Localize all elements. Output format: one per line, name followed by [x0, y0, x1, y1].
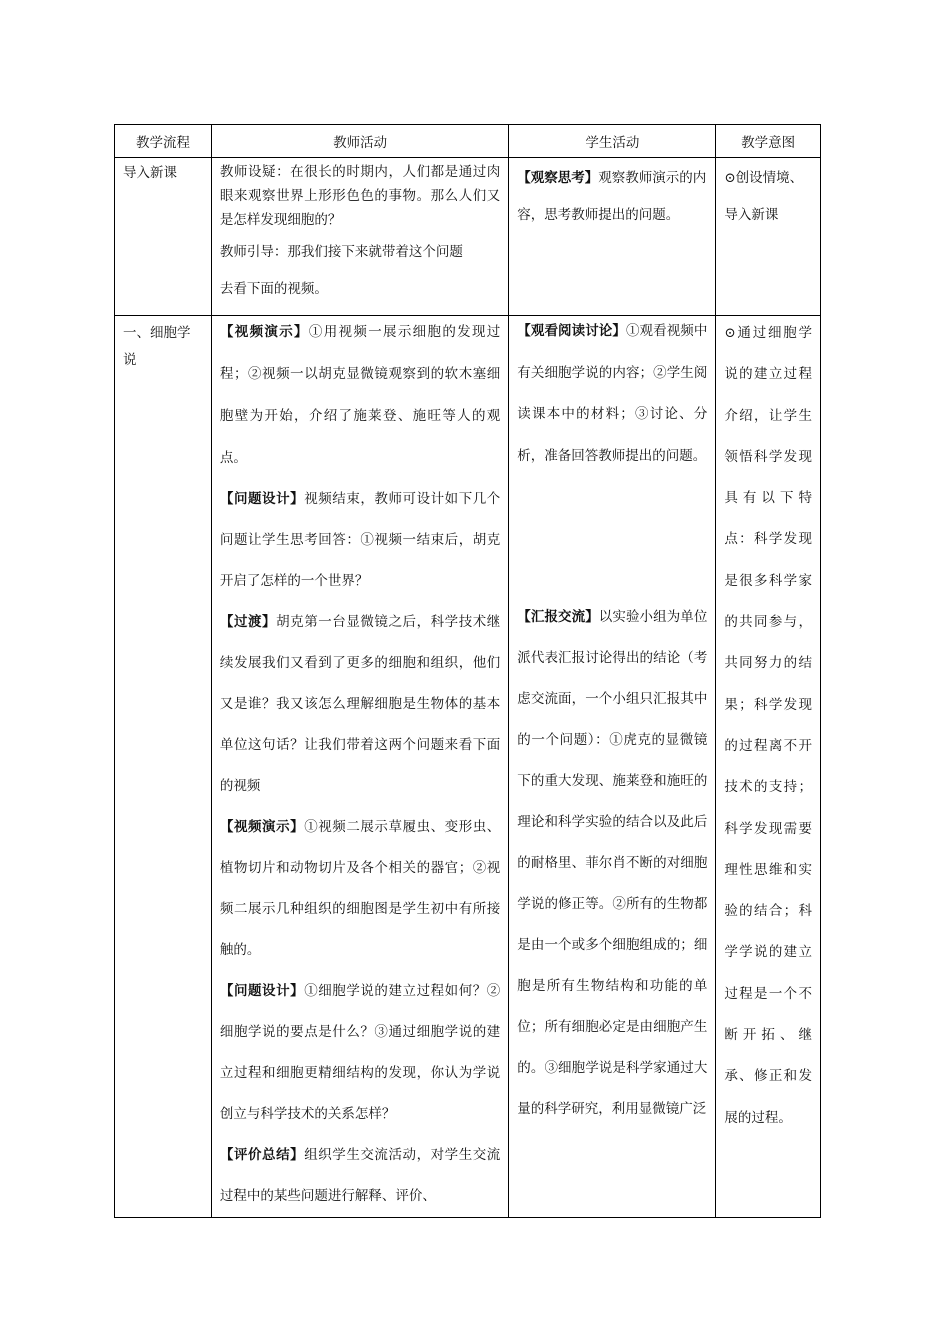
- activity-tag: 【问题设计】: [219, 983, 305, 999]
- stage-label: 一、细胞学说: [123, 325, 191, 368]
- teacher-paragraph: [220, 807, 500, 971]
- teacher-paragraph: [220, 311, 500, 479]
- activity-tag: 【观察思考】: [517, 170, 599, 186]
- teacher-text: 视频结束，教师可设计如下几个问题让学生思考回答：①视频一结束后，胡克开启了怎样的一个世界？: [219, 491, 501, 589]
- activity-tag: 【问题设计】: [219, 491, 305, 507]
- teacher-text: 教师设疑：在很长的时期内，人们都是通过肉眼来观察世界上形形色色的事物。那么人们又是怎样发现细胞的？: [219, 164, 501, 228]
- lesson-plan-table: [114, 124, 821, 1218]
- student-cell: [509, 158, 716, 316]
- activity-tag: 【过渡】: [219, 614, 277, 630]
- intent-text: ⊙创设情境、导入新课: [724, 170, 804, 223]
- activity-tag: 【视频演示】: [219, 324, 309, 340]
- table-row-intro: [115, 158, 821, 316]
- header-intent: 教学意图: [716, 125, 821, 158]
- activity-tag: 【视频演示】: [219, 819, 305, 835]
- stage-cell: [115, 158, 212, 316]
- header-row: [115, 125, 821, 158]
- stage-label: 导入新课: [123, 165, 177, 181]
- teacher-paragraph: [220, 971, 500, 1135]
- student-text: ①观看视频中有关细胞学说的内容；②学生阅读课本中的材料；③讨论、分析，准备回答教师提出的问题。: [517, 323, 708, 464]
- teacher-cell: [211, 158, 508, 316]
- teacher-paragraph: [220, 602, 500, 807]
- student-cell: [509, 316, 716, 1218]
- teacher-text: 教师引导：那我们接下来就带着这个问题: [219, 244, 463, 260]
- student-paragraph: [517, 597, 707, 1130]
- teacher-text: 组织学生交流活动，对学生交流过程中的某些问题进行解释、评价、: [219, 1147, 501, 1204]
- teacher-text: 去看下面的视频。: [219, 281, 328, 297]
- student-text: 以实验小组为单位派代表汇报讨论得出的结论（考虑交流面，一个小组只汇报其中的一个问题）：①虎克的显微镜下的重大发现、施莱登和施旺的理论和科学实验的结合以及此后的耐格里、菲尔肖不断的对细胞学说的修正等。②所有的生物都是由一个或多个细胞组成的；细胞是所有生物结构和功能的单位；所有细胞必定是由细胞产生的。③细胞学说是科学家通过大量的科学研究，利用显微镜广泛: [517, 609, 708, 1117]
- header-student: 学生活动: [509, 125, 716, 158]
- activity-tag: 【汇报交流】: [517, 609, 599, 625]
- header-stage: 教学流程: [115, 125, 212, 158]
- teacher-cell: [211, 316, 508, 1218]
- teacher-paragraph: [220, 1135, 500, 1217]
- teacher-text: ①视频二展示草履虫、变形虫、植物切片和动物切片及各个相关的器官；②视频二展示几种组织的细胞图是学生初中有所接触的。: [219, 819, 501, 958]
- stage-cell: [115, 316, 212, 1218]
- intent-cell: [716, 158, 821, 316]
- teacher-paragraph: [220, 479, 500, 602]
- activity-tag: 【观看阅读讨论】: [517, 323, 626, 339]
- teacher-text: ①细胞学说的建立过程如何？②细胞学说的要点是什么？③通过细胞学说的建立过程和细胞更精细结构的发现，你认为学说创立与科学技术的关系怎样？: [219, 983, 501, 1122]
- table-row-cell-theory: [115, 316, 821, 1218]
- intent-cell: [716, 316, 821, 1218]
- header-teacher: 教师活动: [211, 125, 508, 158]
- teacher-text: ①用视频一展示细胞的发现过程；②视频一以胡克显微镜观察到的软木塞细胞壁为开始，介绍了施莱登、施旺等人的观点。: [219, 324, 501, 466]
- intent-text: ⊙通过细胞学说的建立过程介绍，让学生领悟科学发现具有以下特点：科学发现是很多科学家的共同参与，共同努力的结果；科学发现的过程离不开技术的支持；科学发现需要理性思维和实验的结合；科学学说的建立过程是一个不断开拓、继承、修正和发展的过程。: [724, 325, 812, 1126]
- teacher-text: 胡克第一台显微镜之后，科学技术继续发展我们又看到了更多的细胞和组织，他们又是谁？我又该怎么理解细胞是生物体的基本单位这句话？让我们带着这两个问题来看下面的视频: [219, 614, 501, 794]
- student-text: 观察教师演示的内容，思考教师提出的问题。: [517, 170, 707, 223]
- student-paragraph: [517, 311, 707, 477]
- activity-tag: 【评价总结】: [219, 1147, 305, 1163]
